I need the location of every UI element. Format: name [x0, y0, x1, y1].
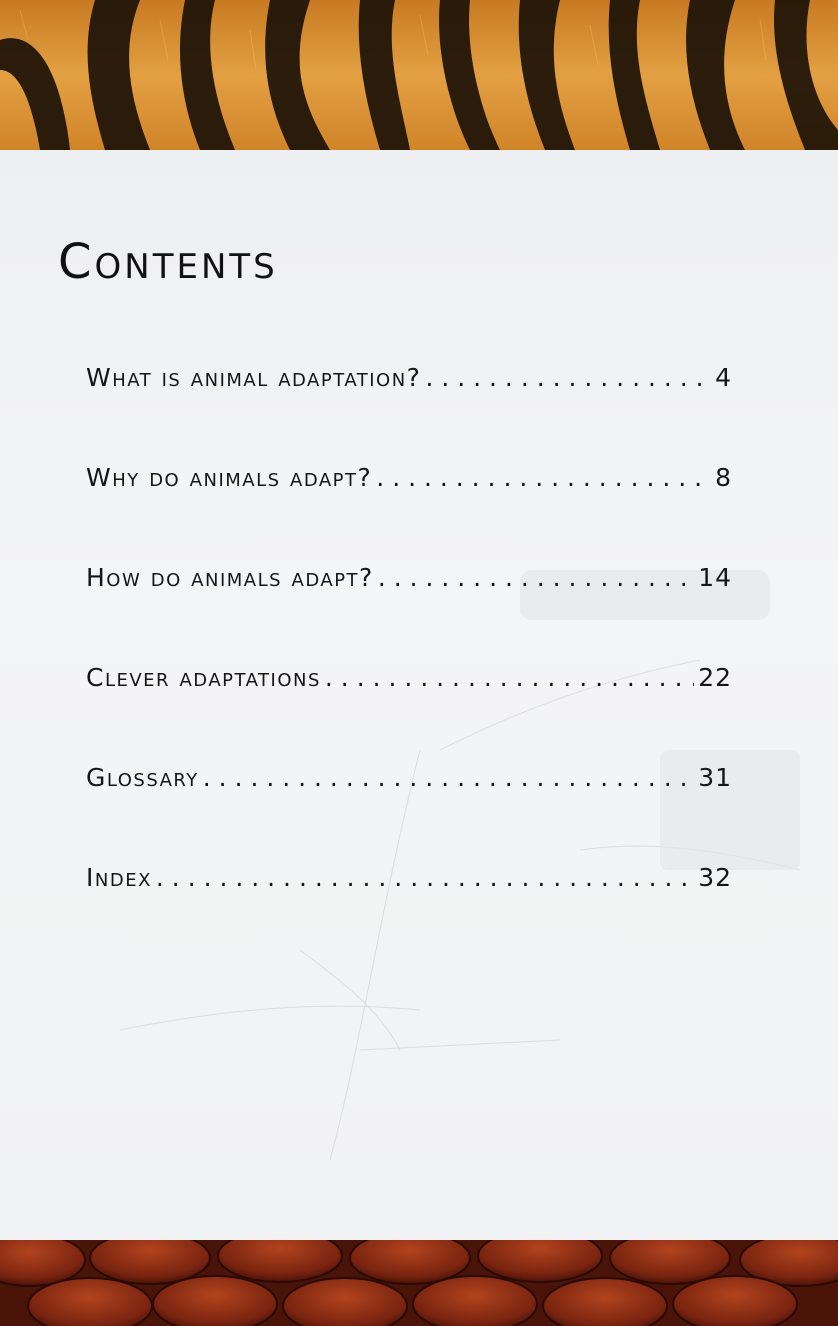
toc-entry-label: How do animals adapt? [86, 563, 374, 592]
toc-entry-what-is-animal-adaptation[interactable] [86, 361, 732, 395]
contents-page [0, 150, 838, 1240]
contents-title: Contents [58, 234, 278, 290]
toc-entry-glossary[interactable] [86, 761, 732, 795]
toc-entry-page: 8 [715, 463, 732, 492]
tiger-fur-banner [0, 0, 838, 150]
toc-entry-label: Index [86, 863, 152, 892]
toc-entry-clever-adaptations[interactable] [86, 661, 732, 695]
toc-entry-page: 32 [698, 863, 732, 892]
toc-entry-page: 31 [698, 763, 732, 792]
toc-entry-page: 14 [698, 563, 732, 592]
toc-entry-why-do-animals-adapt[interactable] [86, 461, 732, 495]
toc-entry-how-do-animals-adapt[interactable] [86, 561, 732, 595]
toc-entry-page: 22 [698, 663, 732, 692]
toc-entry-label: Clever adaptations [86, 663, 321, 692]
toc-leader-dots [203, 761, 694, 795]
snake-scales-image [0, 1240, 838, 1326]
toc-entry-page: 4 [715, 363, 732, 392]
toc-leader-dots [378, 561, 694, 595]
page-texture [0, 150, 838, 1240]
snake-scales-banner [0, 1240, 838, 1326]
toc-entry-index[interactable] [86, 861, 732, 895]
toc-leader-dots [325, 661, 694, 695]
toc-entry-label: Why do animals adapt? [86, 463, 373, 492]
toc-leader-dots [425, 361, 711, 395]
toc-entry-label: Glossary [86, 763, 199, 792]
tiger-stripes-image [0, 0, 838, 150]
toc-entry-label: What is animal adaptation? [86, 363, 422, 392]
toc-leader-dots [376, 461, 711, 495]
toc-leader-dots [156, 861, 694, 895]
